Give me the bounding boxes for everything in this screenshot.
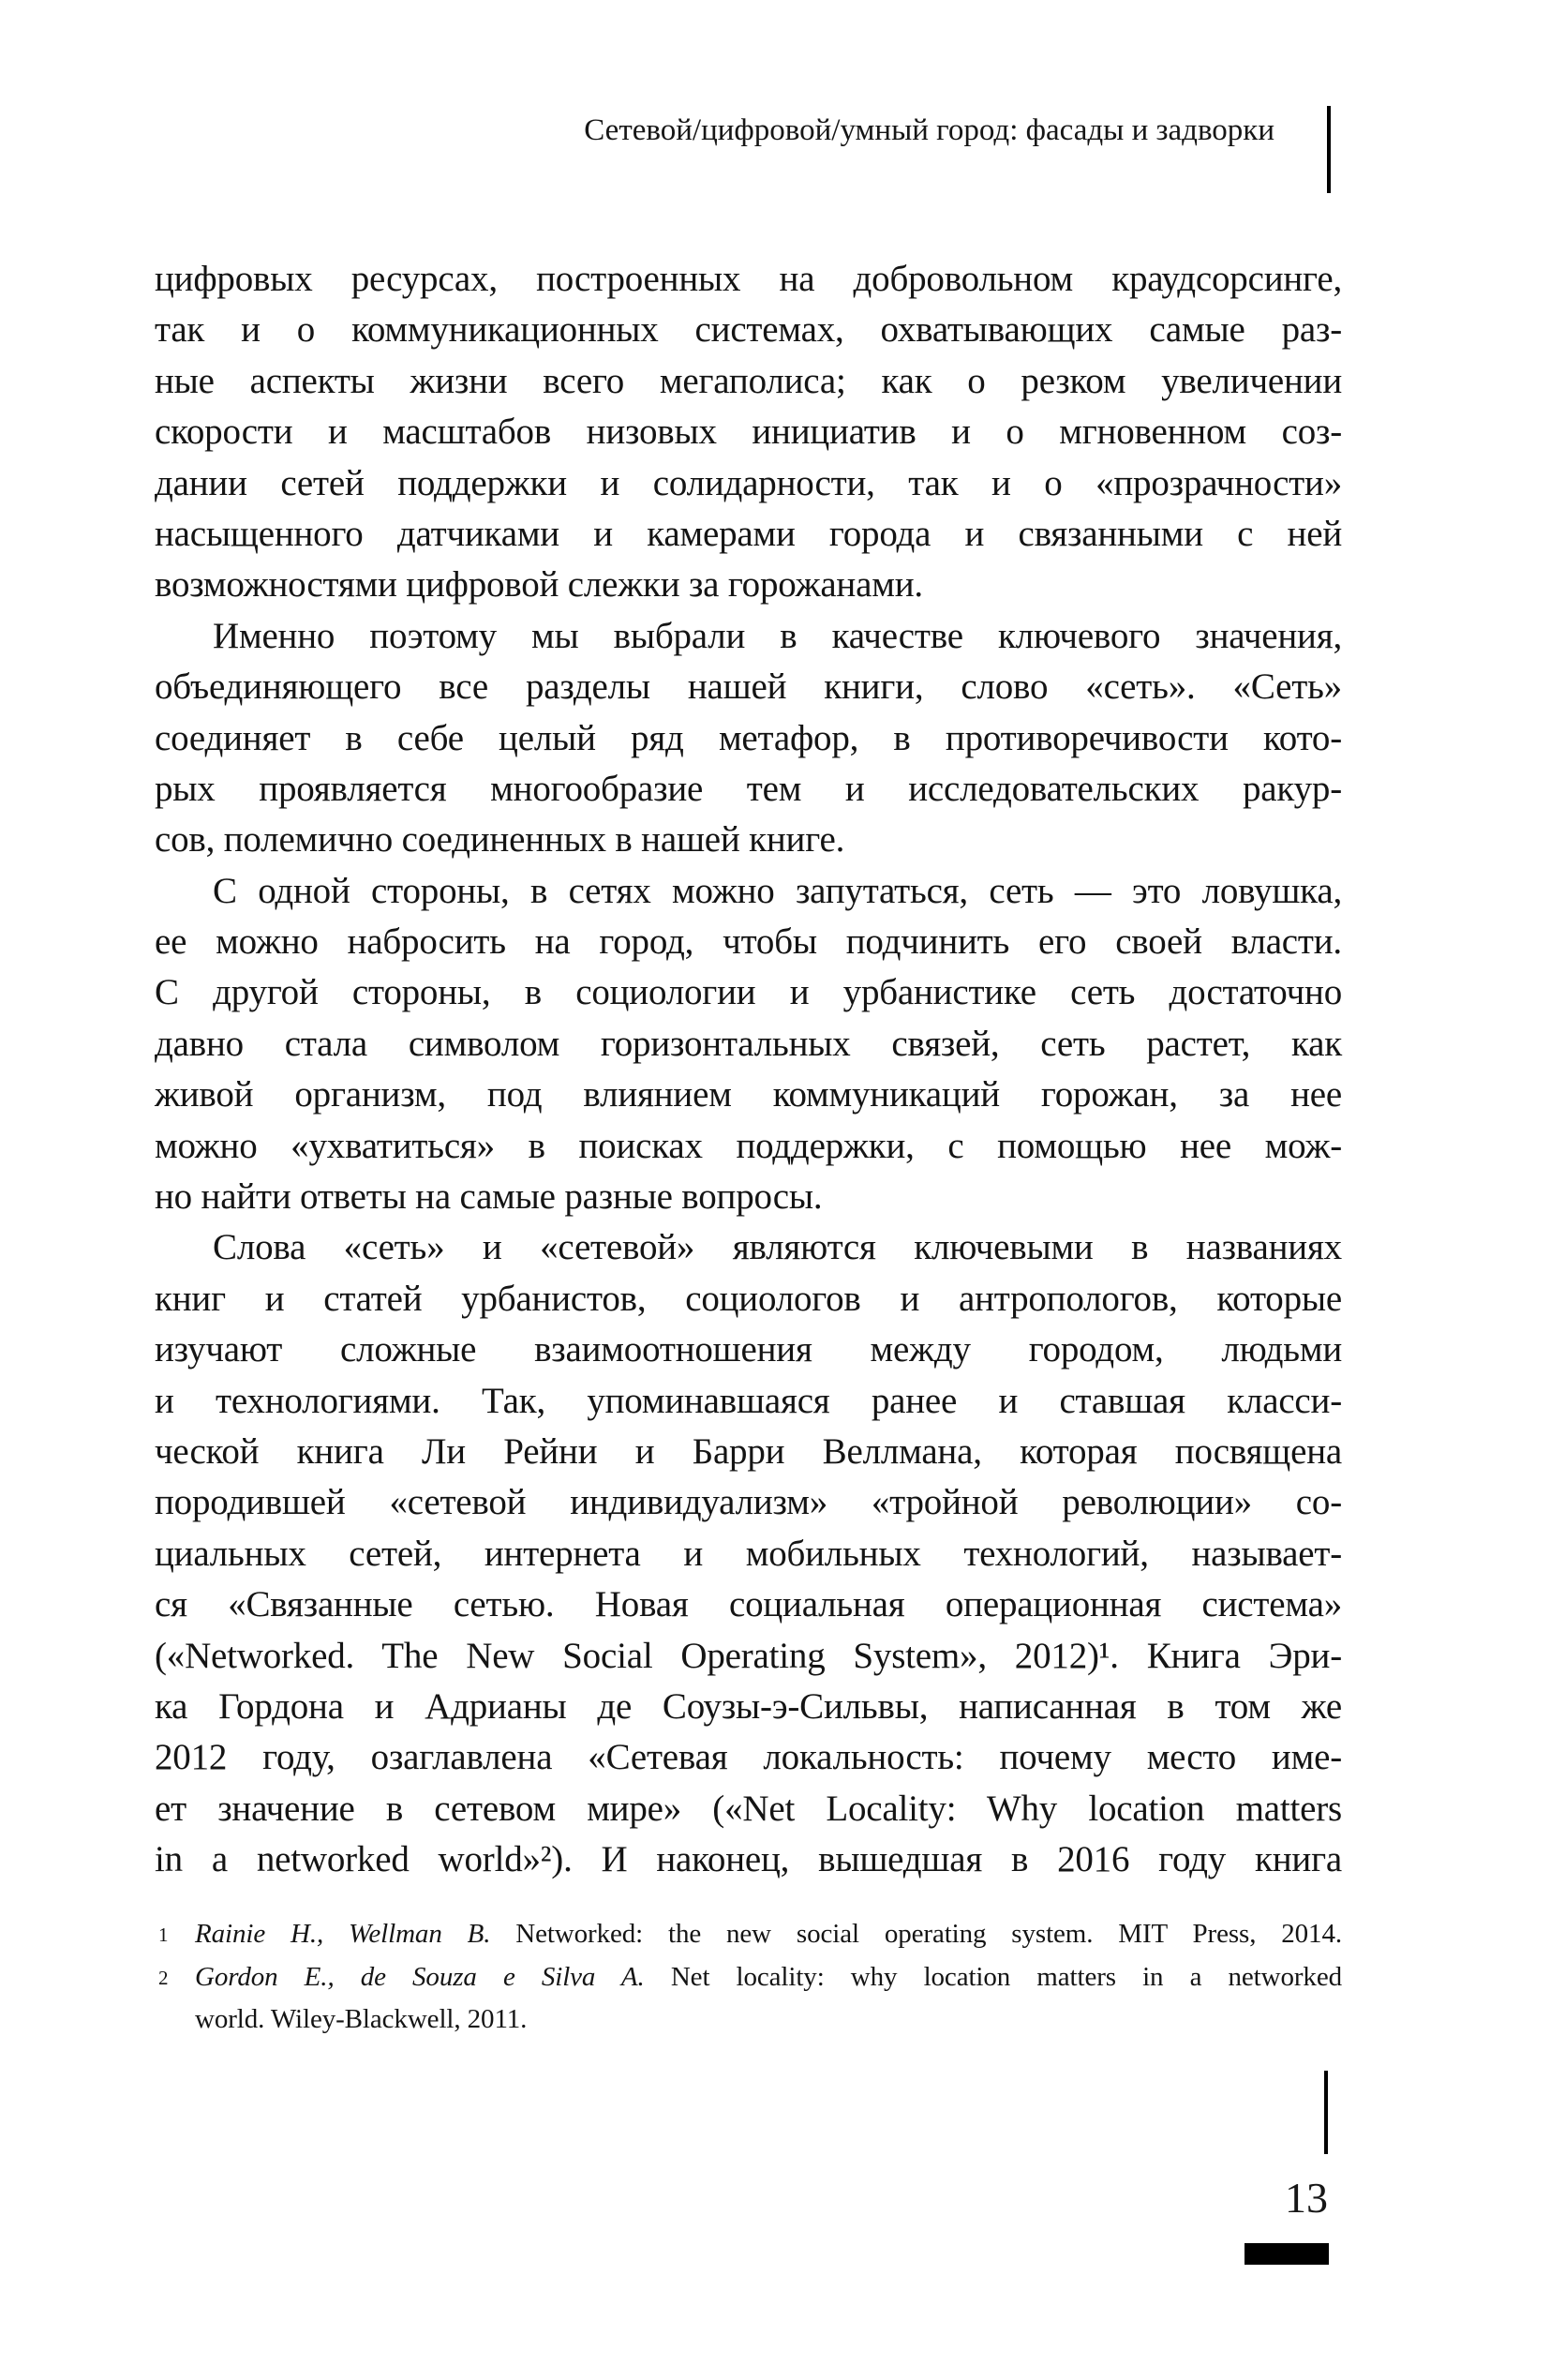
body-line: ся «Связанные сетью. Новая социальная операционная система»: [155, 1584, 1342, 1625]
footnote-marker: 2: [158, 1966, 169, 1989]
footnote-line: [155, 1998, 1342, 2042]
body-line: in a networked world»²). И наконец, вышедшая в 2016 году книга: [155, 1839, 1342, 1880]
printer-mark-black-rectangle: [1244, 2243, 1329, 2265]
body-line: цифровых ресурсах, построенных на добровольном краудсорсинге,: [155, 259, 1342, 299]
running-head: Сетевой/цифровой/умный город: фасады и задворки: [584, 113, 1274, 147]
body-line: рых проявляется многообразие тем и исследовательских ракур-: [155, 768, 1342, 809]
body-line: и технологиями. Так, упоминавшаяся ранее и ставшая класси-: [155, 1380, 1342, 1421]
body-line: циальных сетей, интернета и мобильных технологий, называет-: [155, 1533, 1342, 1574]
footnote-authors: Gordon E., de Souza e Silva A.: [195, 1961, 645, 1992]
footnote-text: Net locality: why location matters in a networked: [644, 1961, 1342, 1992]
body-line: 2012 году, озаглавлена «Сетевая локальность: почему место име-: [155, 1737, 1342, 1778]
body-line: Слова «сеть» и «сетевой» являются ключевыми в названиях: [213, 1227, 1342, 1268]
body-line: ет значение в сетевом мире» («Net Locality: Why location matters: [155, 1788, 1342, 1829]
body-text: [155, 254, 1342, 1886]
body-line: но найти ответы на самые разные вопросы.: [155, 1176, 823, 1218]
paragraph: [155, 866, 1342, 1223]
body-line: соединяет в себе целый ряд метафор, в противоречивости кото-: [155, 717, 1342, 758]
body-line: ее можно набросить на город, чтобы подчинить его своей власти.: [155, 921, 1342, 963]
body-line: давно стала символом горизонтальных связей, сеть растет, как: [155, 1023, 1342, 1064]
body-line: ные аспекты жизни всего мегаполиса; как о резком увеличении: [155, 360, 1342, 401]
footnote-line: [155, 1913, 1342, 1956]
body-line: ка Гордона и Адрианы де Соузы-э-Сильвы, написанная в том же: [155, 1685, 1342, 1727]
page-number: 13: [1285, 2174, 1328, 2222]
paragraph: [155, 1222, 1342, 1885]
body-line: так и о коммуникационных системах, охватывающих самые раз-: [155, 309, 1342, 351]
footnote-marker: 1: [158, 1923, 169, 1946]
header-rule-bar: [1327, 106, 1331, 193]
body-line: изучают сложные взаимоотношения между городом, людьми: [155, 1329, 1342, 1370]
body-line: С другой стороны, в социологии и урбанистике сеть достаточно: [155, 972, 1342, 1013]
footer-rule-bar: [1324, 2071, 1328, 2154]
body-line: дании сетей поддержки и солидарности, так и о «прозрачности»: [155, 462, 1342, 503]
body-line: живой организм, под влиянием коммуникаций горожан, за нее: [155, 1074, 1342, 1115]
footnote-text: Networked: the new social operating system. MIT Press, 2014.: [490, 1919, 1342, 1949]
body-line: сов, полемично соединенных в нашей книге.: [155, 819, 845, 861]
body-line: можно «ухватиться» в поисках поддержки, с помощью нее мож-: [155, 1125, 1342, 1166]
footnote-line: [155, 1956, 1342, 1999]
body-line: объединяющего все разделы нашей книги, слово «сеть». «Сеть»: [155, 666, 1342, 708]
body-line: насыщенного датчиками и камерами города и связанными с ней: [155, 513, 1342, 554]
body-line: («Networked. The New Social Operating System», 2012)¹. Книга Эри-: [155, 1635, 1342, 1676]
body-line: С одной стороны, в сетях можно запутаться, сеть — это ловушка,: [213, 870, 1342, 911]
body-line: книг и статей урбанистов, социологов и антропологов, которые: [155, 1278, 1342, 1319]
body-line: породившей «сетевой индивидуализм» «тройной революции» со-: [155, 1482, 1342, 1523]
paragraph: [155, 611, 1342, 866]
footnotes: [155, 1913, 1342, 2042]
body-line: возможностями цифровой слежки за горожанами.: [155, 564, 923, 606]
body-line: скорости и масштабов низовых инициатив и о мгновенном соз-: [155, 412, 1342, 453]
body-line: ческой книга Ли Рейни и Барри Веллмана, которая посвящена: [155, 1430, 1342, 1472]
footnote-authors: Rainie H., Wellman B.: [195, 1919, 491, 1949]
body-line: Именно поэтому мы выбрали в качестве ключевого значения,: [213, 615, 1342, 656]
footnote-text: world. Wiley-Blackwell, 2011.: [195, 2004, 528, 2035]
paragraph: [155, 254, 1342, 611]
